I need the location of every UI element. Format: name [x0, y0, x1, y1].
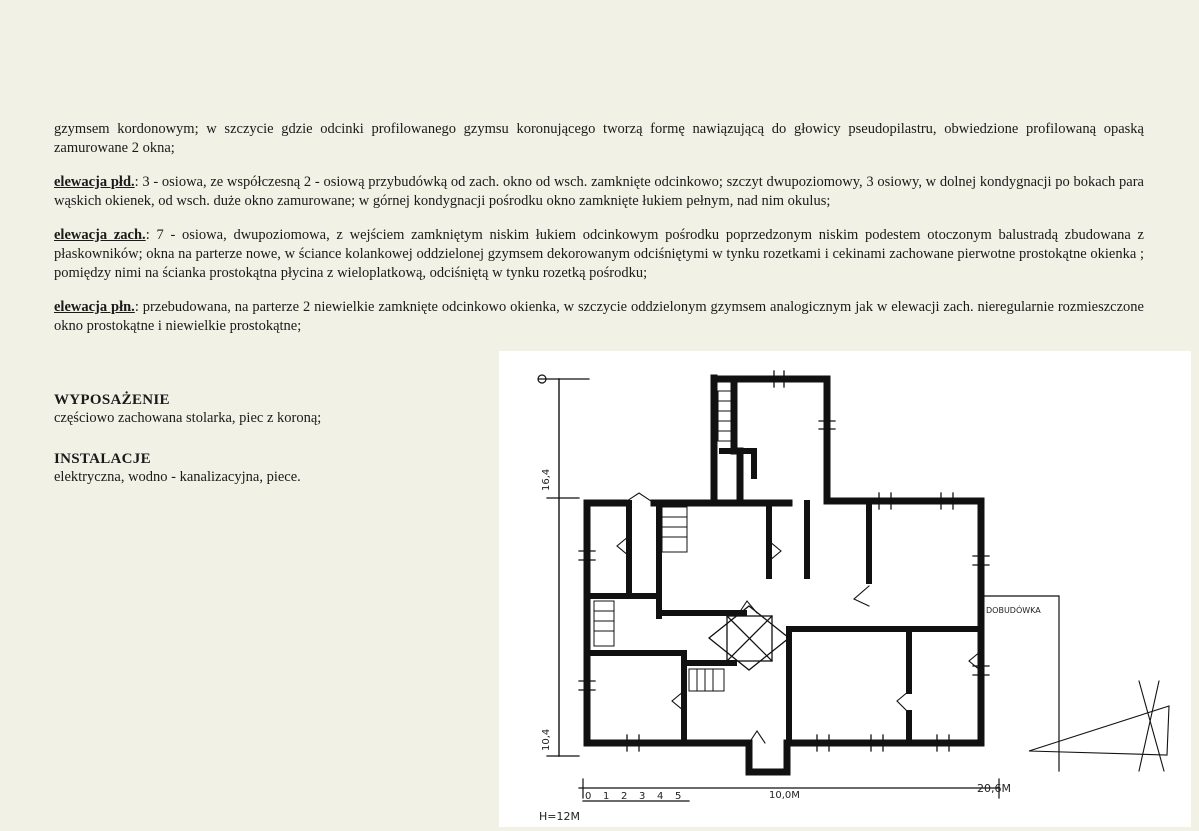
plan-dim-left: 16,4 — [541, 468, 552, 491]
scale-mid-label: 10,0M — [769, 790, 800, 801]
scale-tick-4: 4 — [657, 791, 664, 802]
height-label: H=12M — [539, 810, 580, 823]
paragraph-cornice — [54, 120, 1144, 158]
scale-tick-1: 1 — [603, 791, 610, 802]
paragraph-text: gzymsem kordonowym; w szczycie gdzie odcinki profilowanego gzymsu koronującego tworzą formę nawiązującą do głowicy pseudopilastru, obwiedzione profilowaną opaską zamurowane 2 okna; — [54, 121, 1144, 156]
equipment-heading: WYPOSAŻENIE — [54, 392, 170, 408]
plan-dim-bottom-left: 10,4 — [541, 728, 552, 751]
term-label: elewacja płn. — [54, 299, 135, 315]
scale-tick-3: 3 — [639, 791, 646, 802]
scale-tick-2: 2 — [621, 791, 628, 802]
term-label: elewacja płd. — [54, 174, 135, 190]
plan-annex-label: DOBUDÓWKA — [986, 606, 1041, 615]
installations-section — [54, 450, 484, 486]
scale-tick-5: 5 — [675, 791, 682, 802]
installations-heading: INSTALACJE — [54, 451, 151, 467]
term-label: elewacja zach. — [54, 227, 146, 243]
equipment-text: częściowo zachowana stolarka, piec z koroną; — [54, 410, 322, 426]
equipment-section — [54, 391, 484, 427]
paragraph-north-elevation — [54, 298, 1144, 336]
floor-plan — [499, 351, 1191, 827]
paragraph-south-elevation — [54, 173, 1144, 211]
paragraph-text: : 7 - osiowa, dwupoziomowa, z wejściem zamkniętym niskim łukiem odcinkowym pośrodku poprzedzonym niskim podestem otoczonym balustradą zbudowana z płaskowników; okna na parterze nowe, w ściance kolankowej oddzielonej gzymsem dekorowanym odciśniętymi w tynku rozetkami i cekinami zachowane pierwotne prostokątne okienka ; pomiędzy nimi na ścianka prostokątna płycina z wieloplatkową, odciśniętą w tynku rozetką pośrodku; — [54, 227, 1144, 281]
paragraph-text: : 3 - osiowa, ze współczesną 2 - osiową przybudówką od zach. okno od wsch. zamknięte odcinkowo; szczyt dwupoziomowy, 3 osiowy, w dolnej kondygnacji po bokach para wąskich okienek, od wsch. duże okno zamurowane; w górnej kondygnacji pośrodku okno zamknięte łukiem pełnym, nad nim okulus; — [54, 174, 1144, 209]
installations-text: elektryczna, wodno - kanalizacyjna, piece. — [54, 469, 301, 485]
paragraph-text: : przebudowana, na parterze 2 niewielkie zamknięte odcinkowo okienka, w szczycie oddzielonym gzymsem analogicznym jak w elewacji zach. nieregularnie rozmieszczone okno prostokątne i niewielkie prostokątne; — [54, 299, 1144, 334]
description-text — [54, 120, 1144, 351]
scale-tick-0: 0 — [585, 791, 592, 802]
floor-plan-drawing — [499, 351, 1191, 827]
scale-end-label: 20,6M — [977, 782, 1011, 795]
paragraph-west-elevation — [54, 226, 1144, 283]
